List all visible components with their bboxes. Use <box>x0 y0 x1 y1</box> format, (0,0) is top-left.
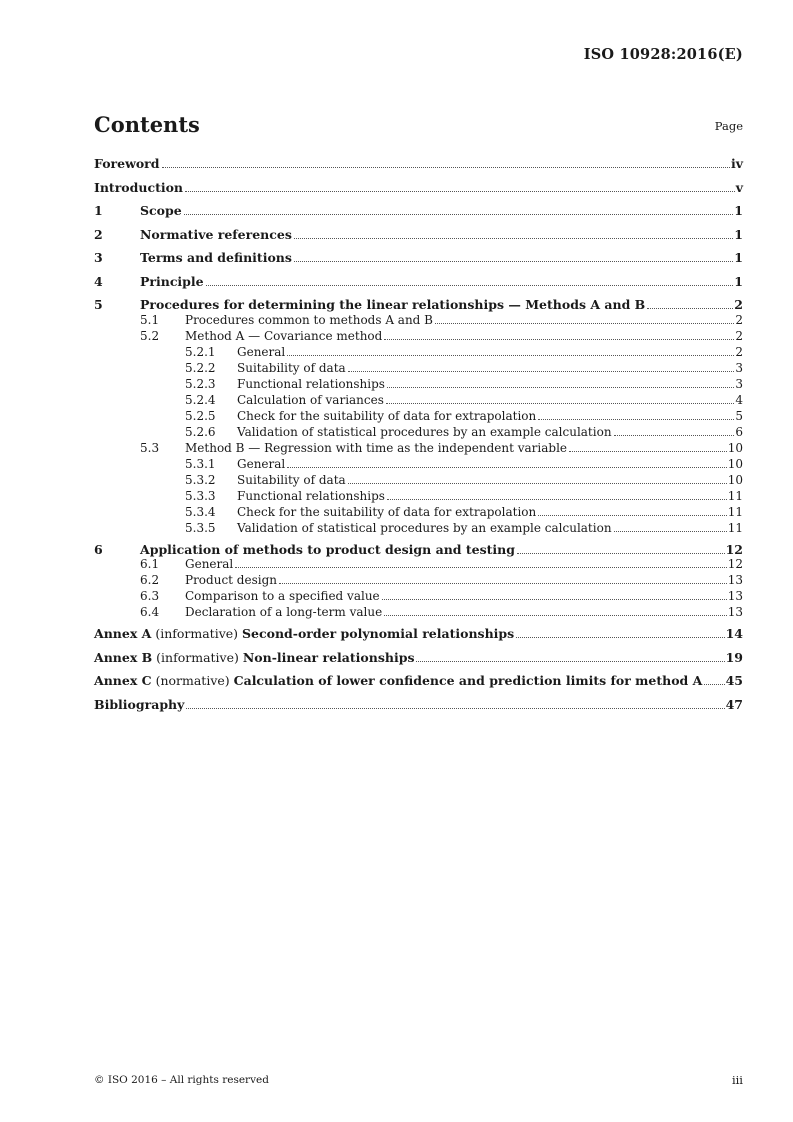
toc-entry-number: 5 <box>94 297 103 312</box>
dot-leader <box>162 167 730 168</box>
toc-entry-title: Check for the suitability of data for extrapolation <box>237 504 537 519</box>
toc-entry-page: 45 <box>725 673 743 688</box>
toc-entry-number: 5.3.2 <box>185 472 216 487</box>
toc-annex-type: (normative) <box>151 673 234 688</box>
toc-entry-title <box>94 625 514 643</box>
toc-entry-title <box>94 672 702 690</box>
dot-leader <box>386 403 734 404</box>
toc-entry-page: 2 <box>734 297 743 312</box>
toc-entry-title: Product design <box>185 573 277 587</box>
toc-entry-page: 6 <box>735 424 743 439</box>
dot-leader <box>348 483 727 484</box>
toc-entry[interactable] <box>94 313 743 329</box>
footer-copyright: © ISO 2016 – All rights reserved <box>94 1074 269 1086</box>
toc-entry-title: Bibliography <box>94 696 185 712</box>
toc-entry-page: 5 <box>735 408 743 423</box>
toc-entry-number: 5.2.3 <box>185 376 216 391</box>
toc-entry-number: 6 <box>94 541 103 557</box>
dot-leader <box>287 355 734 356</box>
toc-annex-label: Annex A <box>94 626 152 641</box>
toc-entry[interactable] <box>94 489 743 505</box>
toc-entry-page: 1 <box>734 250 743 265</box>
toc-entry[interactable] <box>94 155 743 179</box>
toc-entry-number: 5.3 <box>140 440 160 455</box>
toc-annex-title: Second-order polynomial relationships <box>242 626 515 641</box>
toc-entry[interactable] <box>94 473 743 489</box>
toc-entry[interactable] <box>94 345 743 361</box>
toc-entry[interactable] <box>94 505 743 521</box>
toc-annex-title: Non-linear relationships <box>242 649 415 665</box>
toc-entry-number: 3 <box>94 250 103 265</box>
toc-entry-title: Calculation of variances <box>237 392 384 407</box>
toc-entry[interactable] <box>94 521 743 541</box>
dot-leader <box>235 567 726 568</box>
toc-entry-title: Declaration of a long-term value <box>185 605 383 619</box>
toc-entry-page: 10 <box>727 456 743 471</box>
dot-leader <box>294 238 733 239</box>
toc-entry-page: 12 <box>725 541 743 557</box>
toc-entry-title: Validation of statistical procedures by an example calculation <box>237 520 612 535</box>
toc-entry-title: Suitability of data <box>237 472 346 487</box>
toc-entry[interactable] <box>94 425 743 441</box>
dot-leader <box>517 553 725 554</box>
toc-entry[interactable] <box>94 589 743 605</box>
toc-entry-title: General <box>237 344 286 359</box>
dot-leader <box>516 637 724 638</box>
toc-entry-page: 1 <box>734 226 743 242</box>
dot-leader <box>569 451 727 452</box>
toc-entry[interactable] <box>94 393 743 409</box>
toc-entry[interactable] <box>94 377 743 393</box>
dot-leader <box>287 467 726 468</box>
toc-entry-page: 13 <box>727 605 743 619</box>
toc-entry-title: Scope <box>140 203 182 218</box>
toc-entry-number: 4 <box>94 273 103 289</box>
toc-entry-title: Application of methods to product design and testing <box>140 541 516 557</box>
toc-entry[interactable] <box>94 649 743 673</box>
dot-leader <box>206 285 734 286</box>
toc-entry[interactable] <box>94 202 743 226</box>
dot-leader <box>384 615 727 616</box>
toc-entry-title: Method B — Regression with time as the independent variable <box>185 440 568 455</box>
toc-entry-page: 1 <box>734 273 743 289</box>
toc-entry[interactable] <box>94 696 743 720</box>
toc-entry[interactable] <box>94 457 743 473</box>
toc-annex-type: (informative) <box>152 649 243 665</box>
toc-entry-page: 4 <box>735 392 743 407</box>
toc-entry-number: 5.2.5 <box>185 408 216 423</box>
dot-leader <box>538 419 734 420</box>
toc-entry-page: 11 <box>727 488 743 503</box>
toc-entry-title: Procedures common to methods A and B <box>185 312 433 327</box>
toc-entry-number: 5.3.3 <box>185 488 216 503</box>
toc-entry-page: 14 <box>725 626 743 641</box>
toc-entry-number: 6.2 <box>140 573 160 587</box>
toc-entry-page: 1 <box>734 203 743 218</box>
dot-leader <box>435 323 734 324</box>
toc-entry-number: 5.2.4 <box>185 392 216 407</box>
page-column-label: Page <box>714 119 743 133</box>
dot-leader <box>614 531 727 532</box>
dot-leader <box>186 708 724 709</box>
toc-entry-number: 5.2.6 <box>185 424 216 439</box>
dot-leader <box>704 684 724 685</box>
toc-entry-number: 5.2.1 <box>185 344 216 359</box>
toc-entry-number: 5.2 <box>140 328 160 343</box>
document-id: ISO 10928:2016(E) <box>583 46 743 63</box>
toc-entry[interactable] <box>94 226 743 250</box>
toc-entry-page: 12 <box>727 557 743 571</box>
toc-entry-title: Functional relationships <box>237 376 385 391</box>
toc-annex-label: Annex B <box>94 649 153 665</box>
toc-entry[interactable] <box>94 557 743 573</box>
toc-entry-title: Validation of statistical procedures by an example calculation <box>237 424 612 439</box>
toc-entry[interactable] <box>94 329 743 345</box>
toc-entry-title <box>94 649 414 667</box>
toc-entry[interactable] <box>94 361 743 377</box>
toc-entry-page: 10 <box>727 440 743 455</box>
toc-entry-number: 5.3.4 <box>185 504 216 519</box>
toc-entry-number: 5.3.5 <box>185 520 216 535</box>
toc-entry-title: Normative references <box>140 226 292 242</box>
toc-annex-type: (informative) <box>151 626 243 641</box>
table-of-contents <box>94 155 743 719</box>
toc-entry-number: 1 <box>94 203 103 218</box>
toc-entry-number: 6.4 <box>140 605 160 619</box>
dot-leader <box>348 371 735 372</box>
toc-annex-label: Annex C <box>94 673 152 688</box>
toc-entry[interactable] <box>94 409 743 425</box>
toc-entry-page: 10 <box>727 472 743 487</box>
toc-entry-page: 3 <box>735 360 743 375</box>
toc-entry[interactable] <box>94 573 743 589</box>
toc-entry-page: v <box>735 179 743 195</box>
toc-entry[interactable] <box>94 179 743 203</box>
toc-entry[interactable] <box>94 625 743 649</box>
toc-entry-title: Suitability of data <box>237 360 346 375</box>
toc-entry-title: Introduction <box>94 179 184 195</box>
toc-entry-title: Procedures for determining the linear relationships — Methods A and B <box>140 297 646 312</box>
toc-entry-title: General <box>185 557 234 571</box>
toc-entry-page: 13 <box>727 573 743 587</box>
dot-leader <box>294 261 733 262</box>
toc-entry-page: 2 <box>735 328 743 343</box>
dot-leader <box>382 599 727 600</box>
toc-entry-page: 2 <box>735 312 743 327</box>
toc-entry-number: 6.3 <box>140 589 160 603</box>
toc-entry-number: 5.1 <box>140 312 160 327</box>
toc-entry-number: 5.2.2 <box>185 360 216 375</box>
dot-leader <box>387 387 734 388</box>
dot-leader <box>384 339 734 340</box>
toc-entry-number: 6.1 <box>140 557 160 571</box>
toc-entry-page: iv <box>730 156 743 171</box>
toc-entry-page: 19 <box>725 649 743 665</box>
toc-entry[interactable] <box>94 605 743 625</box>
dot-leader <box>647 308 733 309</box>
dot-leader <box>614 435 735 436</box>
dot-leader <box>185 191 735 192</box>
toc-entry-page: 3 <box>735 376 743 391</box>
dot-leader <box>184 214 734 215</box>
toc-entry-title: Comparison to a specified value <box>185 589 380 603</box>
toc-annex-title: Calculation of lower confidence and prediction limits for method A <box>233 673 703 688</box>
toc-entry-page: 11 <box>727 504 743 519</box>
toc-entry-title: Functional relationships <box>237 488 385 503</box>
toc-entry-number: 5.3.1 <box>185 456 216 471</box>
toc-entry-page: 2 <box>735 344 743 359</box>
toc-entry-page: 47 <box>725 696 743 712</box>
toc-entry-number: 2 <box>94 226 103 242</box>
toc-entry[interactable] <box>94 672 743 696</box>
toc-entry-title: Terms and definitions <box>140 250 292 265</box>
toc-entry-title: Check for the suitability of data for extrapolation <box>237 408 537 423</box>
toc-entry[interactable] <box>94 296 743 313</box>
toc-entry-page: 13 <box>727 589 743 603</box>
page-title: Contents <box>94 112 200 137</box>
footer-page-number: iii <box>731 1073 743 1087</box>
toc-entry-title: Foreword <box>94 156 160 171</box>
toc-entry[interactable] <box>94 249 743 273</box>
dot-leader <box>416 661 724 662</box>
dot-leader <box>538 515 726 516</box>
toc-entry-page: 11 <box>727 520 743 535</box>
toc-entry-title: Method A — Covariance method <box>185 328 383 343</box>
toc-entry[interactable] <box>94 273 743 297</box>
toc-entry[interactable] <box>94 541 743 558</box>
toc-entry-title: General <box>237 456 286 471</box>
dot-leader <box>387 499 727 500</box>
dot-leader <box>279 583 727 584</box>
toc-entry[interactable] <box>94 441 743 457</box>
toc-entry-title: Principle <box>140 273 204 289</box>
